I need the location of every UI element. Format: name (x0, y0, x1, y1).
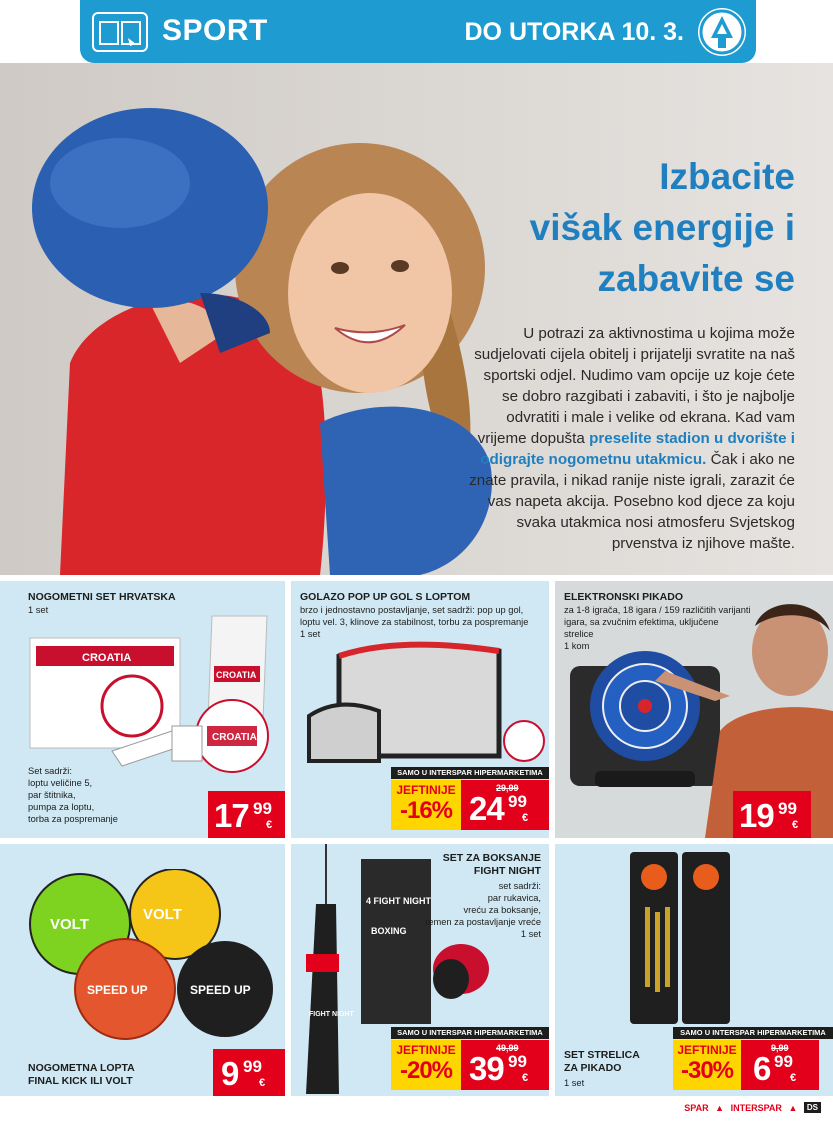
spar-tree-icon[interactable] (698, 8, 746, 56)
ball-brand: SPEED UP (190, 983, 251, 997)
spar-tree-icon: ▲ (715, 1102, 725, 1113)
price-integer: 19 (739, 797, 774, 834)
price-cents: 99 (243, 1057, 262, 1076)
product-card-electronic-darts[interactable] (555, 581, 833, 838)
page-code: DS (804, 1102, 821, 1113)
currency: € (259, 1077, 266, 1089)
discount-percent: -16% (399, 797, 453, 824)
body-highlight: preselite stadion u dvorište i odigrajte nogometnu utakmicu. (480, 430, 795, 468)
product-card-football-ball[interactable] (0, 844, 285, 1096)
headline-line-2: višak energije i (529, 207, 795, 248)
catalog-book-icon[interactable] (92, 12, 148, 52)
body-part-1: U potrazi za aktivnostima u kojima može sudjelovati cijela obitelj i prijatelji svratite na naš sportski odjel. Nudimo vam opcije uz koje ćete se dobro razgibati i zabaviti, i što je najbolje odvratiti i male i velike od ekrana. Kad vam vrijeme dopušta (474, 325, 795, 447)
currency: € (522, 1072, 529, 1084)
price-integer: 24 (469, 790, 504, 827)
desc-line: vreću za boksanje, (463, 905, 541, 915)
product-card-darts-set[interactable] (555, 844, 833, 1096)
product-title: GOLAZO POP UP GOL S LOPTOM (300, 591, 471, 603)
price-cents: 99 (778, 799, 797, 818)
discount-badge (391, 1040, 461, 1090)
ball-label: CROATIA (212, 732, 257, 743)
cheaper-label: JEFTINIJE (396, 783, 456, 797)
product-title: ELEKTRONSKI PIKADO (564, 591, 684, 603)
title-line: NOGOMETNA LOPTA (28, 1062, 135, 1074)
price-integer: 9 (221, 1055, 239, 1092)
interspar-logo-text: INTERSPAR (730, 1102, 782, 1113)
product-card-popup-goal[interactable] (291, 581, 549, 838)
interspar-only-banner: SAMO U INTERSPAR HIPERMARKETIMA (673, 1027, 833, 1039)
desc-line: 1 kom (564, 641, 590, 651)
price-tag (208, 791, 285, 838)
old-price: 9,99 (771, 1043, 789, 1053)
price-cents: 99 (253, 799, 272, 818)
desc-line: par rukavica, (487, 893, 541, 903)
product-desc (564, 604, 751, 652)
price-integer: 39 (469, 1050, 504, 1087)
ball-brand: VOLT (50, 916, 89, 933)
price-cents: 99 (508, 792, 527, 811)
price-tag (741, 1040, 819, 1090)
spar-tree-icon: ▲ (788, 1102, 798, 1113)
desc-line: remen za postavljanje vreće (425, 917, 541, 927)
currency: € (522, 812, 529, 824)
box-label: CROATIA (82, 652, 132, 664)
old-price: 49,99 (496, 1043, 519, 1053)
title-line: SET STRELICA (564, 1049, 640, 1061)
section-title: SPORT (162, 14, 268, 47)
old-price: 29,99 (496, 783, 519, 793)
popup-goal-image (299, 636, 547, 766)
currency: € (790, 1072, 797, 1084)
product-title: NOGOMETNI SET HRVATSKA (28, 591, 176, 603)
football-set-image (22, 596, 282, 776)
interspar-only-banner: SAMO U INTERSPAR HIPERMARKETIMA (391, 767, 549, 779)
product-contents (28, 765, 118, 825)
body-part-2: Čak i ako ne znate pravila, i nikad ranije niste igrali, zarazit će vas napeta akcija. Posebno kod djece za koju svaka utakmica nosi atmosferu Svjetskog prvenstva iz njihove mašte. (469, 451, 795, 552)
currency: € (792, 819, 799, 831)
hero-body-text (465, 323, 795, 554)
cheaper-label: JEFTINIJE (396, 1043, 456, 1057)
interspar-only-banner: SAMO U INTERSPAR HIPERMARKETIMA (391, 1027, 549, 1039)
price-cents: 99 (508, 1052, 527, 1071)
product-title (564, 1049, 640, 1075)
desc-line: brzo i jednostavno postavljanje, set sadrži: pop up gol, (300, 605, 524, 615)
title-line: ZA PIKADO (564, 1062, 622, 1074)
price-tag (733, 791, 811, 838)
discount-percent: -20% (399, 1057, 453, 1084)
ball-brand: SPEED UP (87, 983, 148, 997)
product-card-boxing-set[interactable] (291, 844, 549, 1096)
price-tag (461, 1040, 549, 1090)
football-balls-image (25, 869, 280, 1044)
price-cents: 99 (774, 1052, 793, 1071)
hero-section (0, 63, 833, 575)
price-tag (461, 780, 549, 830)
product-qty: 1 set (28, 605, 49, 615)
bag-label: FIGHT NIGHT (309, 1011, 354, 1018)
validity-date: DO UTORKA 10. 3. (464, 18, 684, 46)
footer-store-logos (684, 1102, 821, 1114)
contents-line: loptu veličine 5, (28, 778, 93, 788)
headline-line-1: Izbacite (659, 156, 795, 197)
discount-badge (391, 780, 461, 830)
spar-logo-text: SPAR (684, 1102, 709, 1113)
contents-line: pumpa za loptu, (28, 802, 95, 812)
headline-line-3: zabavite se (597, 258, 795, 299)
bag-label: CROATIA (216, 670, 257, 680)
product-qty: 1 set (564, 1078, 585, 1088)
desc-line: strelice (564, 629, 594, 639)
discount-badge (673, 1040, 741, 1090)
desc-line: 1 set (300, 629, 321, 639)
box-label: BOXING (371, 926, 407, 936)
title-line: SET ZA BOKSANJE (442, 852, 541, 864)
desc-line: set sadrži: (498, 881, 541, 891)
currency: € (266, 819, 273, 831)
header-bar (80, 0, 756, 63)
product-desc (300, 604, 528, 640)
box-label: 4 FIGHT NIGHT (366, 896, 431, 906)
darts-case-image (625, 852, 755, 1027)
cheaper-label: JEFTINIJE (677, 1043, 737, 1057)
desc-line: 1 set (520, 929, 541, 939)
product-title (443, 852, 541, 878)
price-integer: 6 (753, 1050, 771, 1087)
discount-percent: -30% (680, 1057, 734, 1084)
product-card-football-set[interactable] (0, 581, 285, 838)
price-integer: 17 (214, 797, 249, 834)
hero-photo-girl-boxing (0, 63, 540, 575)
contents-line: Set sadrži: (28, 766, 72, 776)
ball-brand: VOLT (143, 906, 182, 923)
hero-headline (465, 151, 795, 304)
desc-line: za 1-8 igrača, 18 igara / 159 različitih varijanti (564, 605, 751, 615)
title-line: FIGHT NIGHT (473, 865, 541, 877)
product-desc (425, 880, 541, 940)
title-line: FINAL KICK ILI VOLT (28, 1075, 133, 1087)
desc-line: loptu vel. 3, klinove za stabilnost, torbu za pospremanje (300, 617, 529, 627)
product-title (28, 1062, 135, 1088)
contents-line: torba za pospremanje (28, 814, 118, 824)
price-tag (213, 1049, 285, 1096)
contents-line: par štitnika, (28, 790, 76, 800)
desc-line: igara, sa zvučnim efektima, uključene (564, 617, 719, 627)
